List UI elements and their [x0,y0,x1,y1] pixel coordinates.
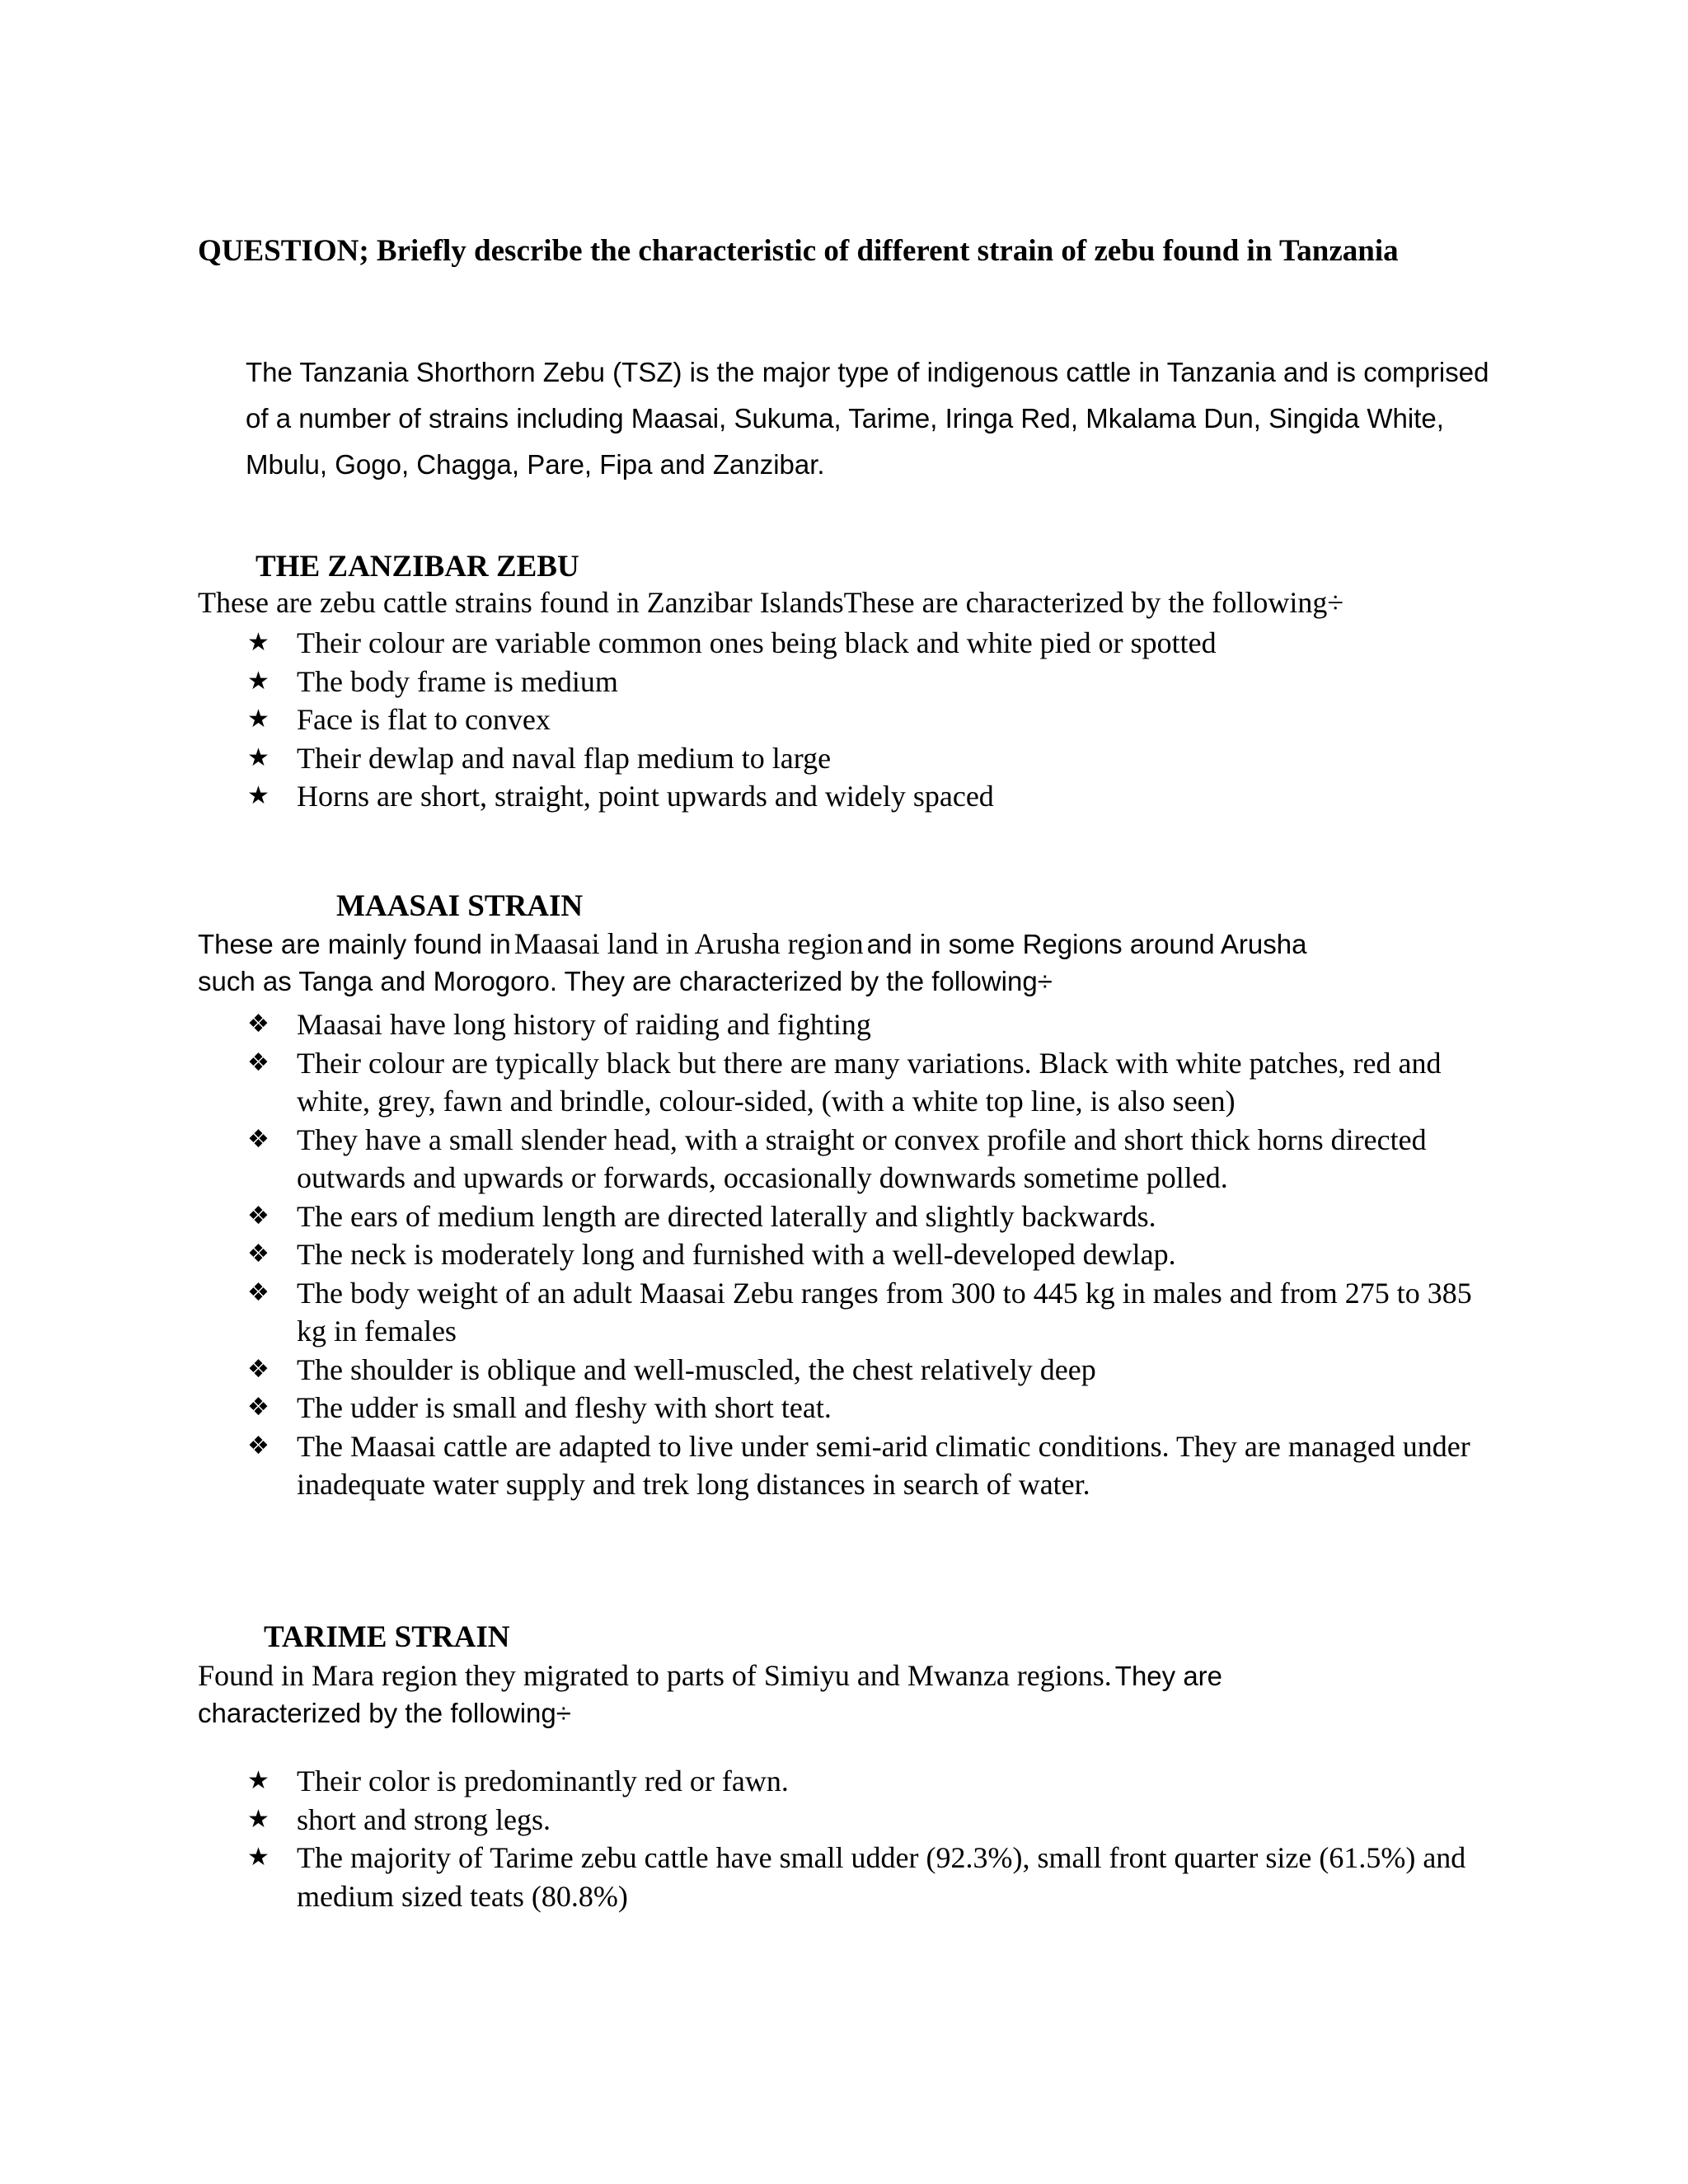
diamond-bullet-icon: ❖ [247,1201,270,1230]
list-item: ❖ The shoulder is oblique and well-muscled, the chest relatively deep [247,1351,1484,1390]
zanzibar-heading: THE ZANZIBAR ZEBU [256,550,579,583]
tarime-lead-line2: characterized by the following÷ [198,1698,571,1728]
list-item: ★ Horns are short, straight, point upwards and widely spaced [247,777,1451,816]
list-item: ★ Their dewlap and naval flap medium to large [247,739,1451,778]
tarime-lead-line1: Found in Mara region they migrated to parts of Simiyu and Mwanza regions. They are [198,1659,1223,1692]
star-bullet-icon: ★ [247,1843,270,1872]
diamond-bullet-icon: ❖ [247,1047,270,1077]
diamond-bullet-icon: ❖ [247,1010,270,1038]
diamond-bullet-icon: ❖ [247,1240,270,1268]
question-title: QUESTION; Briefly describe the characteristic of different strain of zebu found in Tanzania [198,234,1399,268]
list-item: ★ Face is flat to convex [247,701,1451,739]
diamond-bullet-icon: ❖ [247,1277,270,1307]
star-bullet-icon: ★ [247,781,270,810]
diamond-bullet-icon: ❖ [247,1393,270,1422]
maasai-lead-line2: such as Tanga and Morogoro. They are characterized by the following÷ [198,966,1053,996]
maasai-lead-line1: These are mainly found in Maasai land in Arusha region and in some Regions around Arusha [198,927,1307,960]
maasai-list [247,1005,1484,1504]
diamond-bullet-icon: ❖ [247,1431,270,1460]
star-bullet-icon: ★ [247,705,270,733]
list-item: ★ Their colour are variable common ones being black and white pied or spotted [247,624,1451,663]
star-bullet-icon: ★ [247,1766,270,1795]
list-item: ❖ The udder is small and fleshy with short teat. [247,1389,1484,1427]
list-item: ❖ Maasai have long history of raiding and fighting [247,1005,1484,1044]
tarime-list [247,1762,1467,1915]
list-item: ★ The body frame is medium [247,663,1451,701]
list-item: ★ The majority of Tarime zebu cattle have small udder (92.3%), small front quarter size (61.5%) and medium sized teats (80.8%) [247,1839,1467,1915]
list-item: ❖ The Maasai cattle are adapted to live under semi-arid climatic conditions. They are managed under inadequate water supply and trek long distances in search of water. [247,1427,1484,1504]
zanzibar-lead: These are zebu cattle strains found in Zanzibar IslandsThese are characterized by the following÷ [198,586,1344,619]
list-item: ★ short and strong legs. [247,1801,1467,1840]
list-item: ❖ The body weight of an adult Maasai Zebu ranges from 300 to 445 kg in males and from 275 to 385 kg in females [247,1274,1484,1351]
list-item: ❖ The neck is moderately long and furnished with a well-developed dewlap. [247,1235,1484,1274]
star-bullet-icon: ★ [247,1804,270,1834]
tarime-heading: TARIME STRAIN [264,1620,510,1654]
intro-paragraph: The Tanzania Shorthorn Zebu (TSZ) is the major type of indigenous cattle in Tanzania and is comprised of a number of strains including Maasai, Sukuma, Tarime, Iringa Red, Mkalama Dun, Singida White, Mbulu, Gogo, Chagga, Pare, Fipa and Zanzibar. [246,357,1489,480]
zanzibar-list [247,624,1451,816]
list-item: ❖ They have a small slender head, with a straight or convex profile and short thick horns directed outwards and upwards or forwards, occasionally downwards sometime polled. [247,1121,1484,1197]
list-item: ★ Their color is predominantly red or fawn. [247,1762,1467,1801]
list-item: ❖ The ears of medium length are directed laterally and slightly backwards. [247,1197,1484,1236]
maasai-heading: MAASAI STRAIN [336,889,584,923]
diamond-bullet-icon: ❖ [247,1124,270,1154]
star-bullet-icon: ★ [247,628,270,657]
star-bullet-icon: ★ [247,743,270,772]
list-item: ❖ Their colour are typically black but there are many variations. Black with white patches, red and white, grey, fawn and brindle, colour-sided, (with a white top line, is also seen) [247,1044,1484,1121]
star-bullet-icon: ★ [247,666,270,696]
diamond-bullet-icon: ❖ [247,1354,270,1384]
